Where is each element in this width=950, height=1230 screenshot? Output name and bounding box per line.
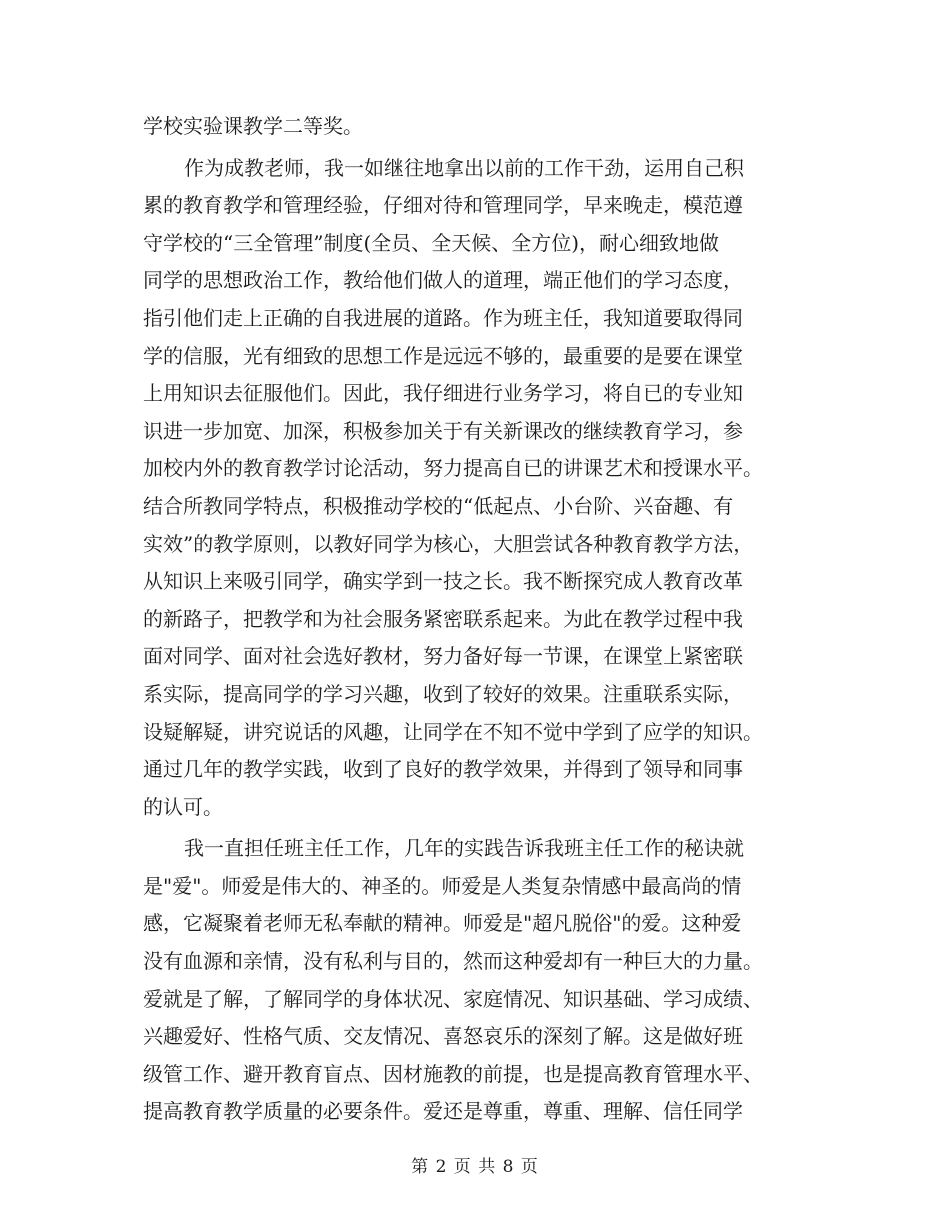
- text-line: 守学校的“三全管理”制度(全员、全天候、全方位)，耐心细致地做: [143, 230, 720, 255]
- text-line: 累的教育教学和管理经验，仔细对待和管理同学，早来晚走，模范遵: [143, 193, 743, 218]
- text-line: 学的信服，光有细致的思想工作是远远不够的，最重要的是要在课堂: [143, 343, 743, 368]
- text-line: 面对同学、面对社会选好教材，努力备好每一节课，在课堂上紧密联: [143, 644, 743, 669]
- text-line: 的新路子，把教学和为社会服务紧密联系起来。为此在教学过程中我: [143, 606, 743, 631]
- paragraph: [143, 108, 808, 146]
- text-line: 从知识上来吸引同学，确实学到一技之长。我不断探究成人教育改革: [143, 569, 743, 594]
- text-line: 识进一步加宽、加深，积极参加关于有关新课改的继续教育学习，参: [143, 418, 743, 443]
- text-line: 结合所教同学特点，积极推动学校的“低起点、小台阶、兴奋趣、有: [143, 493, 734, 518]
- text-line: 通过几年的教学实践，收到了良好的教学效果，并得到了领导和同事: [143, 757, 743, 782]
- text-line: 同学的思想政治工作，教给他们做人的道理，端正他们的学习态度，: [143, 268, 743, 293]
- text-line: 的认可。: [143, 794, 223, 819]
- text-line: 系实际，提高同学的学习兴趣，收到了较好的效果。注重联系实际，: [143, 681, 743, 706]
- text-line: 是"爱"。师爱是伟大的、神圣的。师爱是人类复杂情感中最高尚的情: [143, 873, 742, 898]
- text-line: 感，它凝聚着老师无私奉献的精神。师爱是"超凡脱俗"的爱。这种爱: [143, 911, 742, 936]
- paragraph: [143, 150, 808, 827]
- page-footer: 第 2 页 共 8 页: [411, 1157, 539, 1177]
- document-body: [143, 108, 808, 1131]
- text-line: 级管工作、避开教育盲点、因材施教的前提，也是提高教育管理水平、: [143, 1061, 763, 1086]
- text-line: 提高教育教学质量的必要条件。爱还是尊重，尊重、理解、信任同学: [143, 1099, 743, 1124]
- text-line: 没有血源和亲情，没有私利与目的，然而这种爱却有一种巨大的力量。: [143, 949, 763, 974]
- text-line: 作为成教老师，我一如继往地拿出以前的工作干劲，运用自己积: [184, 155, 744, 180]
- text-line: 兴趣爱好、性格气质、交友情况、喜怒哀乐的深刻了解。这是做好班: [143, 1024, 743, 1049]
- text-line: 爱就是了解，了解同学的身体状况、家庭情况、知识基础、学习成绩、: [143, 986, 763, 1011]
- text-line: 上用知识去征服他们。因此，我仔细进行业务学习，将自已的专业知: [143, 381, 743, 406]
- paragraph: [143, 830, 808, 1131]
- text-line: 加校内外的教育教学讨论活动，努力提高自已的讲课艺术和授课水平。: [143, 456, 763, 481]
- text-line: 我一直担任班主任工作，几年的实践告诉我班主任工作的秘诀就: [184, 836, 744, 861]
- text-line: 学校实验课教学二等奖。: [143, 114, 363, 138]
- text-line: 指引他们走上正确的自我进展的道路。作为班主任，我知道要取得同: [143, 305, 743, 330]
- text-line: 设疑解疑，讲究说话的风趣，让同学在不知不觉中学到了应学的知识。: [143, 719, 763, 744]
- text-line: 实效”的教学原则，以教好同学为核心，大胆尝试各种教育教学方法，: [143, 531, 754, 556]
